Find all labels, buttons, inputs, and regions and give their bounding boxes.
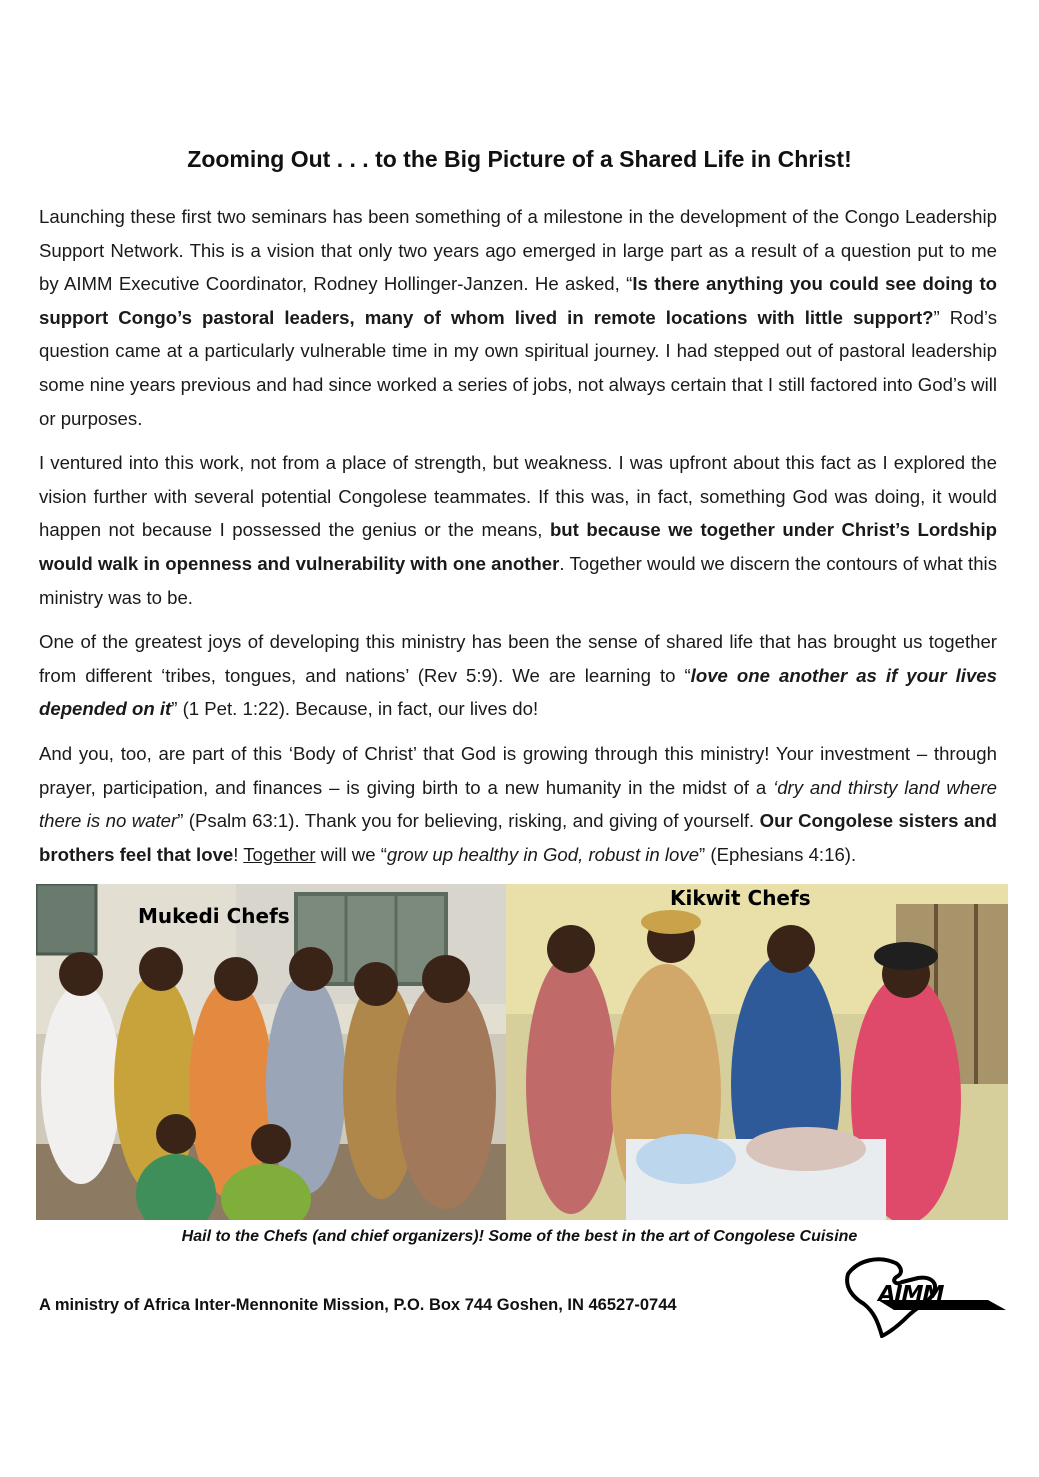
kikwit-chefs-photo — [506, 884, 1008, 1220]
photo-caption: Hail to the Chefs (and chief organizers)! Some of the best in the art of Congolese Cuisine — [181, 1228, 858, 1245]
italic-quote: grow up healthy in God, robust in love — [386, 843, 700, 865]
photo-label-kikwit: Kikwit Chefs — [670, 886, 811, 910]
italic-quote: ‘dry and thirsty land where there is no water — [39, 776, 997, 832]
aimm-logo — [838, 1252, 1008, 1338]
article-body — [39, 200, 997, 882]
text-run: ” (Ephesians 4:16). — [699, 843, 857, 865]
paragraph-3 — [39, 625, 997, 726]
paragraph-2 — [39, 446, 997, 614]
photo-mukedi-image — [36, 884, 506, 1220]
photo-kikwit-image — [506, 884, 1008, 1220]
page-title: Zooming Out . . . to the Big Picture of a Shared Life in Christ! — [187, 146, 852, 172]
footer-address: A ministry of Africa Inter-Mennonite Mission, P.O. Box 744 Goshen, IN 46527-0744 — [39, 1296, 677, 1314]
paragraph-4 — [39, 737, 997, 871]
text-run: ! — [233, 843, 244, 865]
text-run: Launching these first two seminars has been something of a milestone in the development of the Congo Leadership Support Network. This is a vision that only two years ago emerged in large part as a result of a question put to me by AIMM Executive Coordinator, Rodney Hollinger-Janzen. He asked, “ — [39, 206, 997, 295]
text-run: ” (Psalm 63:1). Thank you for believing, risking, and giving of yourself. — [177, 810, 760, 832]
text-run: will we “ — [315, 843, 387, 865]
text-run: I ventured into this work, not from a place of strength, but weakness. I was upfront about this fact as I explored the vision further with several potential Congolese teammates. If this was, in fact, something God was doing, it would happen not because I possessed the genius or the means, — [39, 452, 997, 541]
text-run: One of the greatest joys of developing this ministry has been the sense of shared life that has brought us together from different ‘tribes, tongues, and nations’ (Rev 5:9). We are learning to “ — [39, 631, 997, 686]
photo-label-mukedi: Mukedi Chefs — [138, 904, 290, 928]
text-run: ” Rod’s question came at a particularly vulnerable time in my own spiritual journey. I had stepped out of pastoral leadership some nine years previous and had since worked a series of jobs, not always certain that I still factored into God’s will or purposes. — [39, 306, 997, 429]
text-run: And you, too, are part of this ‘Body of Christ’ that God is growing through this ministry! Your investment – through prayer, participation, and finances – is giving birth to a new humanity in the midst of a — [39, 742, 997, 798]
paragraph-1 — [39, 200, 997, 435]
logo-wordmark: AIMM — [875, 1282, 946, 1307]
mukedi-chefs-photo — [36, 884, 506, 1220]
bold-italic-quote: love one another as if your lives depended on it — [39, 664, 997, 720]
bold-phrase: Our Congolese sisters and brothers feel that love — [39, 810, 997, 865]
bold-phrase: but because we together under Christ’s Lordship would walk in openness and vulnerability with one another — [39, 519, 997, 574]
text-run: ” (1 Pet. 1:22). Because, in fact, our lives do! — [171, 698, 539, 720]
bold-quote: Is there anything you could see doing to support Congo’s pastoral leaders, many of whom lived in remote locations with little support? — [39, 273, 997, 328]
underlined-word: Together — [243, 843, 316, 865]
photo-strip — [36, 884, 1008, 1220]
text-run: . Together would we discern the contours of what this ministry was to be. — [39, 552, 997, 608]
